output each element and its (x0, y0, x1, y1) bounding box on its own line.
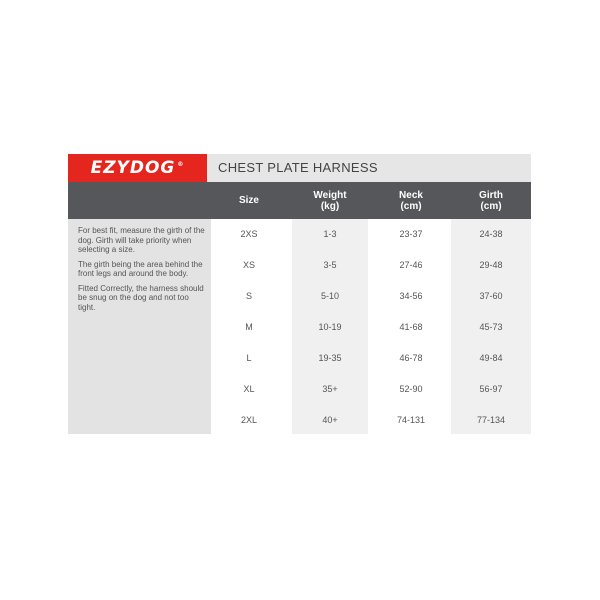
weight-cell: 35+ (322, 383, 338, 394)
size-cell: M (245, 321, 253, 332)
size-cell: XS (242, 259, 255, 270)
size-cell: XL (243, 383, 255, 394)
girth-cell: 77-134 (476, 414, 506, 425)
header-size-label: Size (238, 195, 259, 206)
header-weight-label: Weight (313, 189, 347, 201)
girth-cell: 37-60 (479, 290, 503, 301)
header-neck-unit: (cm) (400, 200, 422, 212)
header-neck-label: Neck (399, 189, 423, 201)
size-cell: 2XL (240, 414, 257, 425)
header-weight-unit: (kg) (320, 200, 340, 212)
logo-text: EZYDOG (90, 158, 176, 178)
ezydog-logo (68, 154, 207, 182)
neck-cell: 74-131 (396, 414, 426, 425)
neck-cell: 34-56 (399, 290, 423, 301)
header-girth-label: Girth (479, 189, 503, 201)
neck-cell: 41-68 (399, 321, 423, 332)
size-cell: 2XS (240, 228, 258, 239)
fit-info-paragraph: For best fit, measure the girth of the dog. Girth will take priority when selecting a size. (78, 226, 205, 254)
header-weight (292, 182, 368, 219)
weight-cell: 1-3 (323, 228, 337, 239)
size-cell: S (245, 290, 252, 301)
neck-cell: 46-78 (399, 352, 423, 363)
weight-cell: 10-19 (318, 321, 342, 332)
header-girth (451, 182, 531, 219)
girth-cell: 24-38 (479, 228, 503, 239)
chart-title: CHEST PLATE HARNESS (218, 160, 378, 175)
weight-cell: 5-10 (320, 290, 339, 301)
neck-cell: 27-46 (399, 259, 423, 270)
fit-info-text (78, 226, 206, 317)
header-size (211, 182, 287, 219)
header-girth-unit: (cm) (480, 200, 502, 212)
trademark-mark: ® (177, 161, 185, 168)
weight-cell: 19-35 (318, 352, 342, 363)
neck-cell: 23-37 (399, 228, 423, 239)
weight-cell: 3-5 (323, 259, 337, 270)
girth-cell: 29-48 (479, 259, 503, 270)
fit-info-paragraph: Fitted Correctly, the harness should be snug on the dog and not too tight. (78, 283, 204, 312)
neck-cell: 52-90 (399, 383, 423, 394)
size-cell: L (246, 352, 252, 363)
size-chart (68, 154, 531, 434)
girth-cell: 56-97 (479, 383, 503, 394)
girth-cell: 45-73 (479, 321, 503, 332)
weight-cell: 40+ (322, 414, 338, 425)
fit-info-paragraph: The girth being the area behind the front legs and around the body. (78, 259, 203, 278)
header-neck (371, 182, 451, 219)
girth-cell: 49-84 (479, 352, 503, 363)
